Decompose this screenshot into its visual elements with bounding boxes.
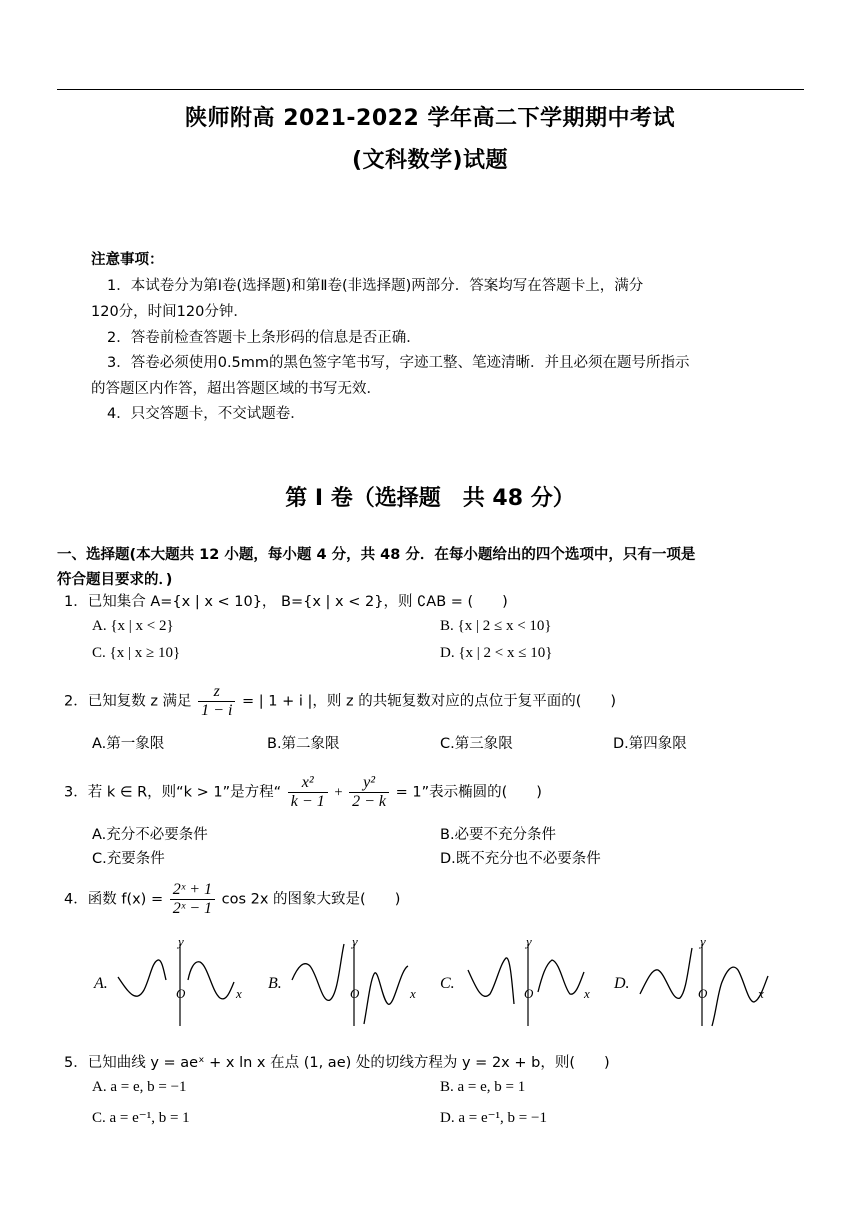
- question-3-plus: +: [334, 784, 343, 801]
- question-4-stem: [64, 881, 400, 918]
- graph-a-axis-x: x: [236, 986, 242, 1001]
- notice-item-4: 4．只交答题卡，不交试题卷．: [107, 406, 305, 422]
- question-4-graphs: [88, 932, 788, 1032]
- question-3-stem: [64, 774, 542, 811]
- question-2-option-d: D.第四象限: [613, 736, 687, 752]
- question-4-stem-suffix: cos 2x 的图象大致是( ): [221, 891, 401, 908]
- question-3-fraction-1-den: k − 1: [290, 793, 325, 810]
- question-5-option-a: A. a = e, b = −1: [92, 1079, 187, 1095]
- graph-d: [613, 934, 768, 1026]
- notice-item-3-cont: 的答题区内作答，超出答题区域的书写无效．: [91, 381, 381, 397]
- notice-heading: 注意事项：: [91, 252, 164, 268]
- notice-item-1-cont: 120分，时间120分钟．: [91, 304, 248, 320]
- graph-c-axis-y: y: [526, 934, 532, 949]
- graph-a-origin: O: [176, 986, 186, 1001]
- section-instruction-cont: 符合题目要求的．): [57, 572, 173, 588]
- graph-d-axis-x: x: [758, 986, 764, 1001]
- graph-d-label: D.: [614, 975, 630, 992]
- question-5-option-b: B. a = e, b = 1: [440, 1079, 526, 1095]
- question-2-stem-suffix: = | 1 + i |，则 z 的共轭复数对应的点位于复平面的( ): [242, 693, 617, 710]
- question-2-fraction: [198, 683, 235, 720]
- question-4-fraction-num: 2ˣ + 1: [170, 881, 215, 900]
- question-2-option-b: B.第二象限: [267, 736, 340, 752]
- header-rule: [57, 89, 804, 90]
- graph-d-axis-y: y: [700, 934, 706, 949]
- question-3-stem-suffix: = 1”表示椭圆的( ): [395, 784, 542, 801]
- question-3-fraction-2: [349, 774, 389, 811]
- graph-a: [93, 934, 242, 1026]
- graph-c-label: C.: [440, 975, 455, 992]
- question-3-option-c: C.充要条件: [92, 851, 165, 867]
- question-5-option-c: C. a = e⁻¹, b = 1: [92, 1110, 190, 1126]
- graph-b-origin: O: [350, 986, 360, 1001]
- graph-b-axis-y: y: [352, 934, 358, 949]
- question-1-option-c: C. {x | x ≥ 10}: [92, 645, 181, 661]
- question-4-stem-prefix: 4．函数 f(x) =: [64, 891, 164, 908]
- graph-a-axis-y: y: [178, 934, 184, 949]
- question-3-fraction-2-den: 2 − k: [352, 793, 387, 810]
- graph-d-origin: O: [698, 986, 708, 1001]
- question-4-fraction: [170, 881, 215, 918]
- section-title: 第 Ⅰ 卷（选择题 共 48 分）: [285, 486, 575, 511]
- graph-b: [268, 934, 416, 1026]
- graph-b-axis-x: x: [410, 986, 416, 1001]
- question-1-stem: 1．已知集合 A={x | x < 10}， B={x | x < 2}，则 ∁AB = ( ): [64, 594, 508, 610]
- notice-item-3: 3．答卷必须使用0.5mm的黑色签字笔书写，字迹工整、笔迹清晰．并且必须在题号所指示: [107, 355, 690, 371]
- question-3-option-d: D.既不充分也不必要条件: [440, 851, 601, 867]
- question-2-stem-prefix: 2．已知复数 z 满足: [64, 693, 192, 710]
- question-1-option-b: B. {x | 2 ≤ x < 10}: [440, 618, 552, 634]
- question-3-fraction-2-num: y²: [349, 774, 389, 793]
- graph-a-label: A.: [94, 975, 108, 992]
- graph-b-label: B.: [268, 975, 282, 992]
- graph-c-axis-x: x: [584, 986, 590, 1001]
- question-2-fraction-num: z: [198, 683, 235, 702]
- question-3-fraction-1: [288, 774, 328, 811]
- exam-title: 陕师附高 2021-2022 学年高二下学期期中考试: [185, 106, 675, 131]
- question-5-option-d: D. a = e⁻¹, b = −1: [440, 1110, 547, 1126]
- question-2-option-c: C.第三象限: [440, 736, 513, 752]
- question-1-option-a: A. {x | x < 2}: [92, 618, 174, 634]
- question-3-fraction-1-num: x²: [288, 774, 328, 793]
- question-2-fraction-den: 1 − i: [201, 702, 233, 719]
- question-5-stem: 5．已知曲线 y = aeˣ + x ln x 在点 (1, ae) 处的切线方程为 y = 2x + b，则( ): [64, 1055, 610, 1071]
- question-3-stem-prefix: 3．若 k ∈ R，则“k > 1”是方程“: [64, 784, 282, 801]
- notice-item-2: 2．答卷前检查答题卡上条形码的信息是否正确．: [107, 330, 421, 346]
- question-1-option-d: D. {x | 2 < x ≤ 10}: [440, 645, 553, 661]
- notice-item-1: 1．本试卷分为第Ⅰ卷(选择题)和第Ⅱ卷(非选择题)两部分．答案均写在答题卡上，满分: [107, 278, 644, 294]
- question-4-fraction-den: 2ˣ − 1: [172, 900, 213, 917]
- question-2-stem: [64, 683, 616, 720]
- graph-c-origin: O: [524, 986, 534, 1001]
- question-3-option-a: A.充分不必要条件: [92, 827, 208, 843]
- exam-subtitle: (文科数学)试题: [351, 148, 509, 173]
- graph-c: [440, 934, 590, 1026]
- question-2-option-a: A.第一象限: [92, 736, 165, 752]
- section-instruction: 一、选择题(本大题共 12 小题，每小题 4 分，共 48 分．在每小题给出的四个选项中，只有一项是: [57, 547, 696, 563]
- question-3-option-b: B.必要不充分条件: [440, 827, 557, 843]
